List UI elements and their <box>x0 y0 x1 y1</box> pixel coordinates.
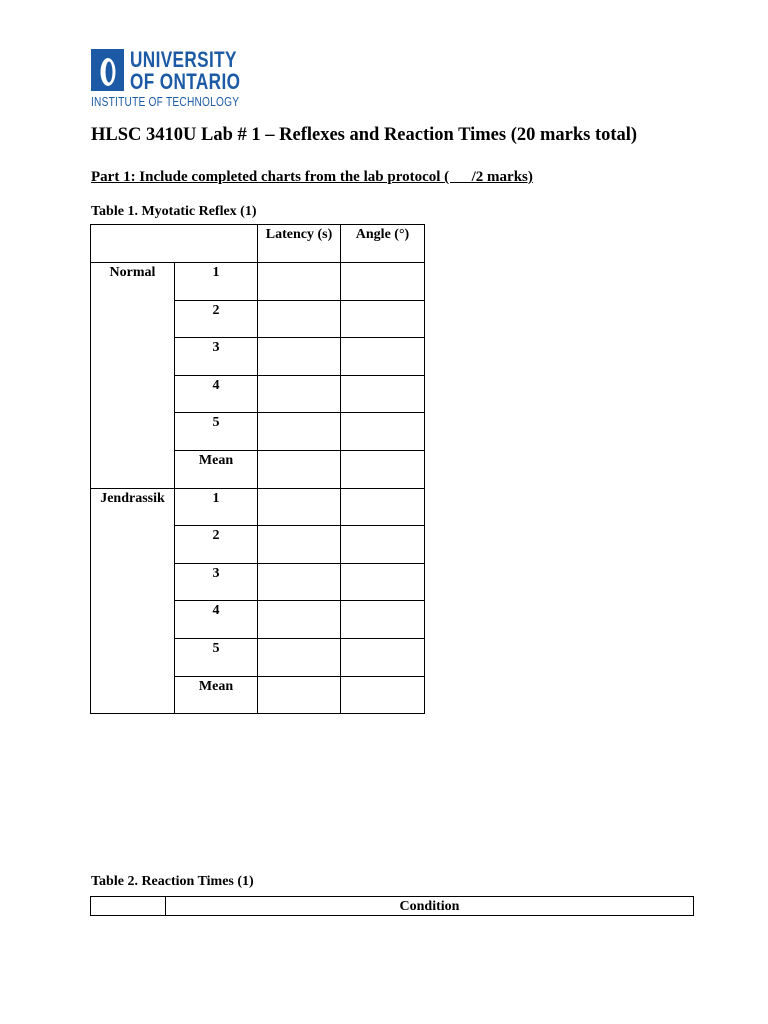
logo-line-institute: INSTITUTE OF TECHNOLOGY <box>91 94 240 109</box>
latency-cell[interactable] <box>258 638 341 676</box>
table1-trial-label: Mean <box>175 676 258 714</box>
table1-row <box>91 263 425 301</box>
myotatic-reflex-table <box>90 224 425 714</box>
latency-cell[interactable] <box>258 526 341 564</box>
table1-trial-label: 1 <box>175 263 258 301</box>
table1-corner-cell <box>91 225 258 263</box>
angle-cell[interactable] <box>341 563 425 601</box>
table1-header-row <box>91 225 425 263</box>
table1-trial-label: Mean <box>175 450 258 488</box>
logo-line-of-ontario: OF ONTARIO <box>130 69 241 94</box>
table1-trial-label: 5 <box>175 413 258 451</box>
table1-trial-label: 5 <box>175 638 258 676</box>
table1-trial-label: 2 <box>175 526 258 564</box>
angle-header: Angle (°) <box>341 225 425 263</box>
latency-cell[interactable] <box>258 676 341 714</box>
latency-cell[interactable] <box>258 413 341 451</box>
table2-header-row <box>91 897 694 916</box>
table2-caption: Table 2. Reaction Times (1) <box>91 874 254 889</box>
university-shield-icon <box>91 49 124 91</box>
latency-cell[interactable] <box>258 488 341 526</box>
latency-cell[interactable] <box>258 563 341 601</box>
page-title: HLSC 3410U Lab # 1 – Reflexes and Reaction Times (20 marks total) <box>91 125 638 145</box>
latency-cell[interactable] <box>258 375 341 413</box>
angle-cell[interactable] <box>341 413 425 451</box>
university-logo <box>91 47 251 111</box>
angle-cell[interactable] <box>341 338 425 376</box>
logo-line-university: UNIVERSITY <box>130 47 237 72</box>
table1-group-label: Normal <box>91 263 175 489</box>
latency-cell[interactable] <box>258 450 341 488</box>
angle-cell[interactable] <box>341 676 425 714</box>
table1-trial-label: 1 <box>175 488 258 526</box>
table2-empty-cell <box>91 897 166 916</box>
latency-cell[interactable] <box>258 300 341 338</box>
table1-trial-label: 3 <box>175 563 258 601</box>
angle-cell[interactable] <box>341 300 425 338</box>
latency-cell[interactable] <box>258 601 341 639</box>
angle-cell[interactable] <box>341 488 425 526</box>
angle-cell[interactable] <box>341 263 425 301</box>
latency-cell[interactable] <box>258 338 341 376</box>
table1-group-label: Jendrassik <box>91 488 175 714</box>
table1-row <box>91 488 425 526</box>
latency-cell[interactable] <box>258 263 341 301</box>
table1-trial-label: 4 <box>175 601 258 639</box>
angle-cell[interactable] <box>341 375 425 413</box>
table1-trial-label: 4 <box>175 375 258 413</box>
latency-header: Latency (s) <box>258 225 341 263</box>
angle-cell[interactable] <box>341 638 425 676</box>
condition-header: Condition <box>166 897 694 916</box>
table1-trial-label: 3 <box>175 338 258 376</box>
angle-cell[interactable] <box>341 450 425 488</box>
angle-cell[interactable] <box>341 601 425 639</box>
reaction-times-table <box>90 896 694 916</box>
angle-cell[interactable] <box>341 526 425 564</box>
table1-caption: Table 1. Myotatic Reflex (1) <box>91 204 257 219</box>
table1-trial-label: 2 <box>175 300 258 338</box>
part1-heading: Part 1: Include completed charts from the lab protocol ( /2 marks) <box>91 169 533 185</box>
